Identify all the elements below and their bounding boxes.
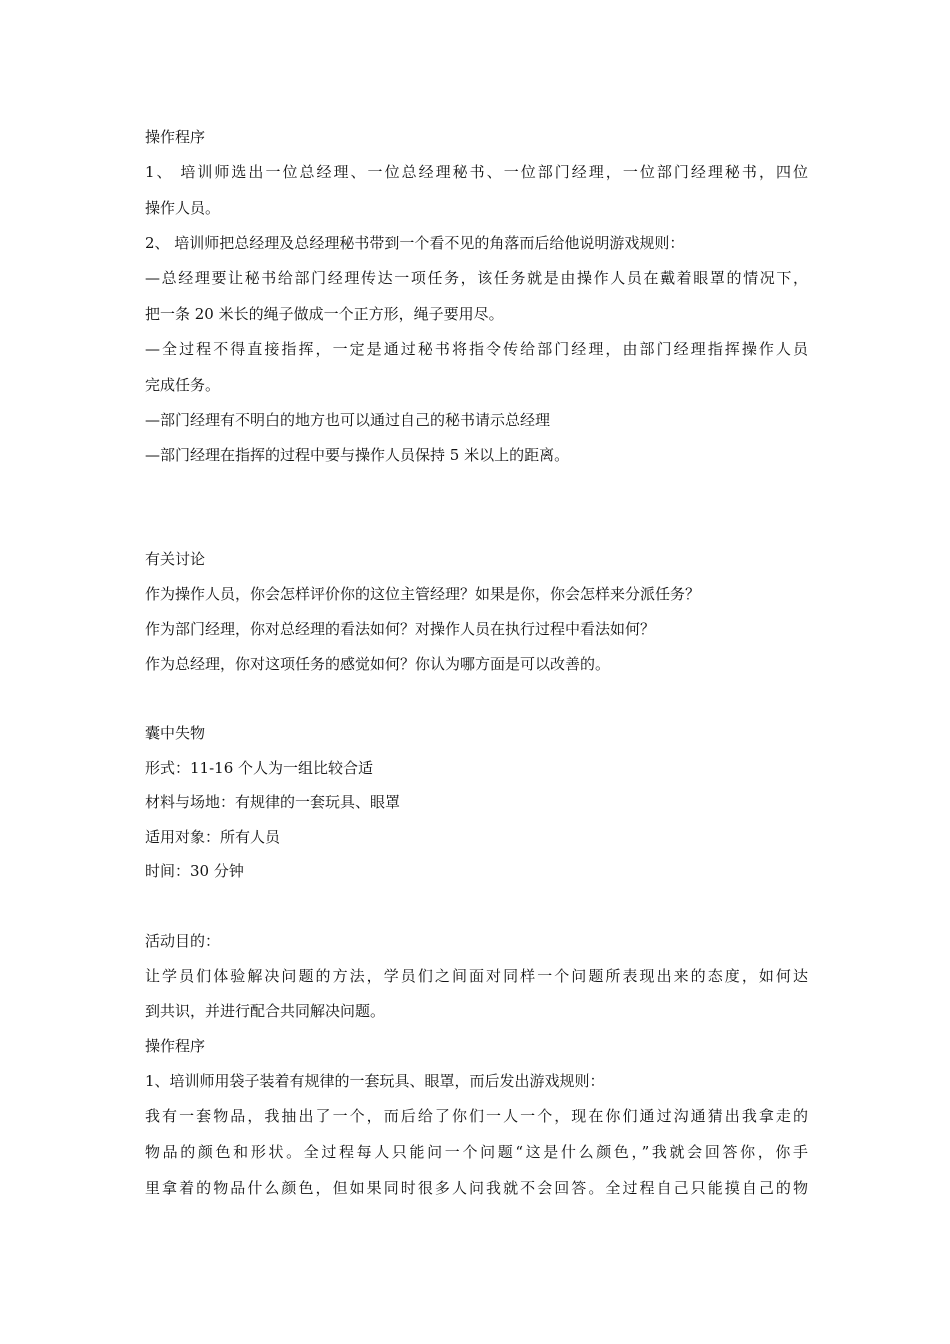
- rule-4: —部门经理在指挥的过程中要与操作人员保持 5 米以上的距离。: [145, 446, 570, 464]
- game-form: 形式：11-16 个人为一组比较合适: [145, 759, 374, 777]
- procedure-heading: 操作程序: [145, 1037, 206, 1055]
- rule-2-line-1: —全过程不得直接指挥，一定是通过秘书将指令传给部门经理，由部门经理指挥操作人员: [145, 340, 808, 358]
- procedure-paragraph-line-1: 我有一套物品，我抽出了一个，而后给了你们一人一个，现在你们通过沟通猜出我拿走的: [145, 1107, 808, 1125]
- step-1-line-1: 1、 培训师选出一位总经理、一位总经理秘书、一位部门经理，一位部门经理秘书，四位: [145, 163, 808, 181]
- rule-1-line-2: 把一条 20 米长的绳子做成一个正方形，绳子要用尽。: [145, 305, 504, 323]
- step-2: 2、 培训师把总经理及总经理秘书带到一个看不见的角落而后给他说明游戏规则：: [145, 234, 685, 252]
- purpose-line-2: 到共识，并进行配合共同解决问题。: [145, 1002, 386, 1020]
- step-1-line-2: 操作人员。: [145, 199, 221, 217]
- procedure-paragraph-line-2: 物品的颜色和形状。全过程每人只能问一个问题“这是什么颜色，”我就会回答你，你手: [145, 1143, 808, 1161]
- discussion-question-3: 作为总经理，你对这项任务的感觉如何？你认为哪方面是可以改善的。: [145, 655, 611, 673]
- rule-1-line-1: —总经理要让秘书给部门经理传达一项任务，该任务就是由操作人员在戴着眼罩的情况下，: [145, 269, 808, 287]
- purpose-line-1: 让学员们体验解决问题的方法，学员们之间面对同样一个问题所表现出来的态度，如何达: [145, 967, 808, 985]
- rule-2-line-2: 完成任务。: [145, 376, 221, 394]
- purpose-heading: 活动目的：: [145, 932, 221, 950]
- procedure-paragraph-line-3: 里拿着的物品什么颜色，但如果同时很多人问我就不会回答。全过程自己只能摸自己的物: [145, 1179, 808, 1197]
- discussion-question-1: 作为操作人员，你会怎样评价你的这位主管经理？如果是你，你会怎样来分派任务？: [145, 585, 701, 603]
- discussion-question-2: 作为部门经理，你对总经理的看法如何？对操作人员在执行过程中看法如何？: [145, 620, 656, 638]
- section-heading-procedure: 操作程序: [145, 128, 206, 146]
- game-title: 囊中失物: [145, 724, 206, 742]
- game-time: 时间：30 分钟: [145, 862, 244, 880]
- game-materials: 材料与场地：有规律的一套玩具、眼罩: [145, 793, 401, 811]
- rule-3: —部门经理有不明白的地方也可以通过自己的秘书请示总经理: [145, 411, 551, 429]
- game-audience: 适用对象：所有人员: [145, 828, 281, 846]
- procedure-step-1: 1、培训师用袋子装着有规律的一套玩具、眼罩，而后发出游戏规则：: [145, 1072, 605, 1090]
- discussion-heading: 有关讨论: [145, 550, 206, 568]
